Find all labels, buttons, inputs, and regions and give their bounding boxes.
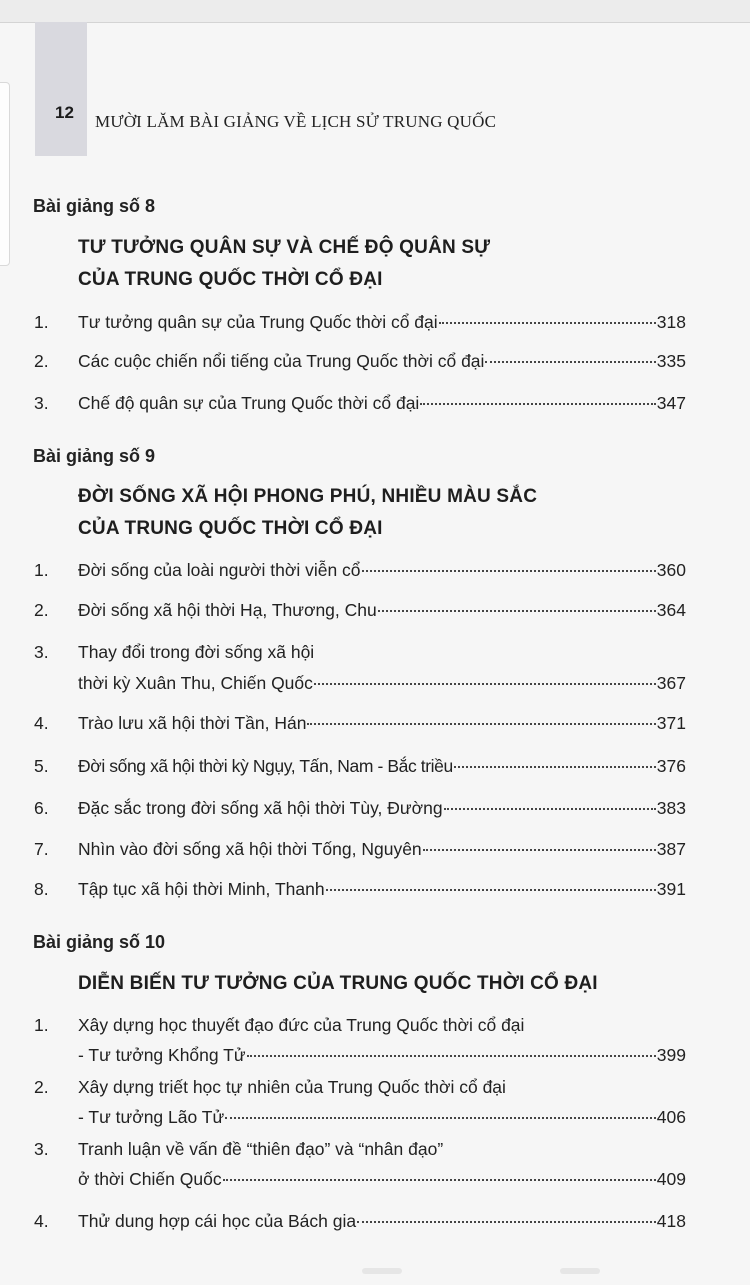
entry-number: 4.	[34, 713, 49, 733]
dot-leader	[485, 361, 655, 363]
dot-leader	[225, 1117, 656, 1119]
entry-number: 1.	[34, 312, 49, 332]
lecture-title-line: CỦA TRUNG QUỐC THỜI CỔ ĐẠI	[78, 269, 383, 290]
entry-title-line1: Thay đổi trong đời sống xã hội	[78, 642, 315, 662]
scan-mark	[362, 1268, 402, 1274]
dot-leader	[420, 403, 655, 405]
entry-title: Thử dung hợp cái học của Bách gia	[78, 1211, 357, 1231]
scan-mark	[560, 1268, 600, 1274]
entry-page: 406	[656, 1107, 686, 1127]
entry-page: 418	[656, 1211, 686, 1231]
entry-title: Đặc sắc trong đời sống xã hội thời Tùy, Đường	[78, 798, 443, 818]
lecture-title	[78, 968, 598, 1000]
header-block	[35, 22, 87, 156]
lecture-title	[78, 481, 537, 545]
dot-leader	[314, 683, 656, 685]
lecture-label: Bài giảng số 8	[33, 196, 156, 216]
entry-page: 387	[656, 839, 686, 859]
entry-title-line1: Xây dựng triết học tự nhiên của Trung Quốc thời cổ đại	[78, 1077, 506, 1097]
entry-number: 7.	[34, 839, 49, 859]
entry-page: 335	[656, 351, 686, 371]
lecture-label: Bài giảng số 9	[33, 446, 156, 466]
entry-title-line1: Tranh luận về vấn đề “thiên đạo” và “nhân đạo”	[78, 1139, 444, 1159]
dot-leader	[223, 1179, 656, 1181]
entry-title: Chế độ quân sự của Trung Quốc thời cổ đại	[78, 393, 420, 413]
entry-title: ở thời Chiến Quốc	[78, 1169, 222, 1189]
dot-leader	[454, 766, 656, 768]
dot-leader	[326, 889, 656, 891]
entry-title: Tập tục xã hội thời Minh, Thanh	[78, 879, 325, 899]
entry-page: 409	[656, 1169, 686, 1189]
entry-page: 376	[656, 756, 686, 776]
entry-number: 8.	[34, 879, 49, 899]
entry-title: - Tư tưởng Lão Tử	[78, 1107, 225, 1127]
entry-page: 367	[656, 673, 686, 693]
entry-title: Tư tưởng quân sự của Trung Quốc thời cổ đại	[78, 312, 438, 332]
entry-page: 360	[656, 560, 686, 580]
entry-page: 371	[656, 713, 686, 733]
entry-page: 391	[656, 879, 686, 899]
entry-number: 2.	[34, 1077, 49, 1097]
running-head: MƯỜI LĂM BÀI GIẢNG VỀ LỊCH SỬ TRUNG QUỐC	[95, 112, 497, 131]
entry-title: Đời sống của loài người thời viễn cổ	[78, 560, 361, 580]
dot-leader	[247, 1055, 656, 1057]
entry-title: Các cuộc chiến nổi tiếng của Trung Quốc thời cổ đại	[78, 351, 485, 371]
entry-title-line1: Xây dựng học thuyết đạo đức của Trung Quốc thời cổ đại	[78, 1015, 525, 1035]
lecture-title-line: DIỄN BIẾN TƯ TƯỞNG CỦA TRUNG QUỐC THỜI CỔ ĐẠI	[78, 973, 598, 994]
dot-leader	[439, 322, 656, 324]
entry-number: 1.	[34, 1015, 49, 1035]
dot-leader	[357, 1221, 656, 1223]
lecture-title-line: TƯ TƯỞNG QUÂN SỰ VÀ CHẾ ĐỘ QUÂN SỰ	[78, 237, 491, 258]
dot-leader	[423, 849, 656, 851]
lecture-label: Bài giảng số 10	[33, 932, 166, 952]
lecture-title-line: CỦA TRUNG QUỐC THỜI CỔ ĐẠI	[78, 518, 383, 539]
entry-title: Đời sống xã hội thời kỳ Ngụy, Tấn, Nam - Bắc triều	[78, 756, 453, 776]
dot-leader	[378, 610, 656, 612]
entry-number: 5.	[34, 756, 49, 776]
dot-leader	[307, 723, 655, 725]
dot-leader	[362, 570, 656, 572]
entry-page: 364	[656, 600, 686, 620]
side-tab[interactable]	[0, 82, 10, 266]
entry-title: Trào lưu xã hội thời Tần, Hán	[78, 713, 307, 733]
entry-title: - Tư tưởng Khổng Tử	[78, 1045, 246, 1065]
lecture-title-line: ĐỜI SỐNG XÃ HỘI PHONG PHÚ, NHIỀU MÀU SẮC	[78, 486, 538, 507]
entry-number: 3.	[34, 1139, 49, 1159]
top-bar	[0, 0, 750, 23]
entry-title: thời kỳ Xuân Thu, Chiến Quốc	[78, 673, 313, 693]
entry-number: 1.	[34, 560, 49, 580]
lecture-title	[78, 232, 490, 296]
entry-number: 4.	[34, 1211, 49, 1231]
entry-page: 399	[656, 1045, 686, 1065]
entry-page: 383	[656, 798, 686, 818]
entry-number: 3.	[34, 642, 49, 662]
entry-number: 3.	[34, 393, 49, 413]
entry-number: 6.	[34, 798, 49, 818]
dot-leader	[444, 808, 656, 810]
entry-title: Đời sống xã hội thời Hạ, Thương, Chu	[78, 600, 377, 620]
entry-number: 2.	[34, 600, 49, 620]
entry-number: 2.	[34, 351, 49, 371]
entry-page: 318	[656, 312, 686, 332]
page-number: 12	[55, 103, 74, 122]
entry-page: 347	[656, 393, 686, 413]
entry-title: Nhìn vào đời sống xã hội thời Tống, Nguyên	[78, 839, 422, 859]
